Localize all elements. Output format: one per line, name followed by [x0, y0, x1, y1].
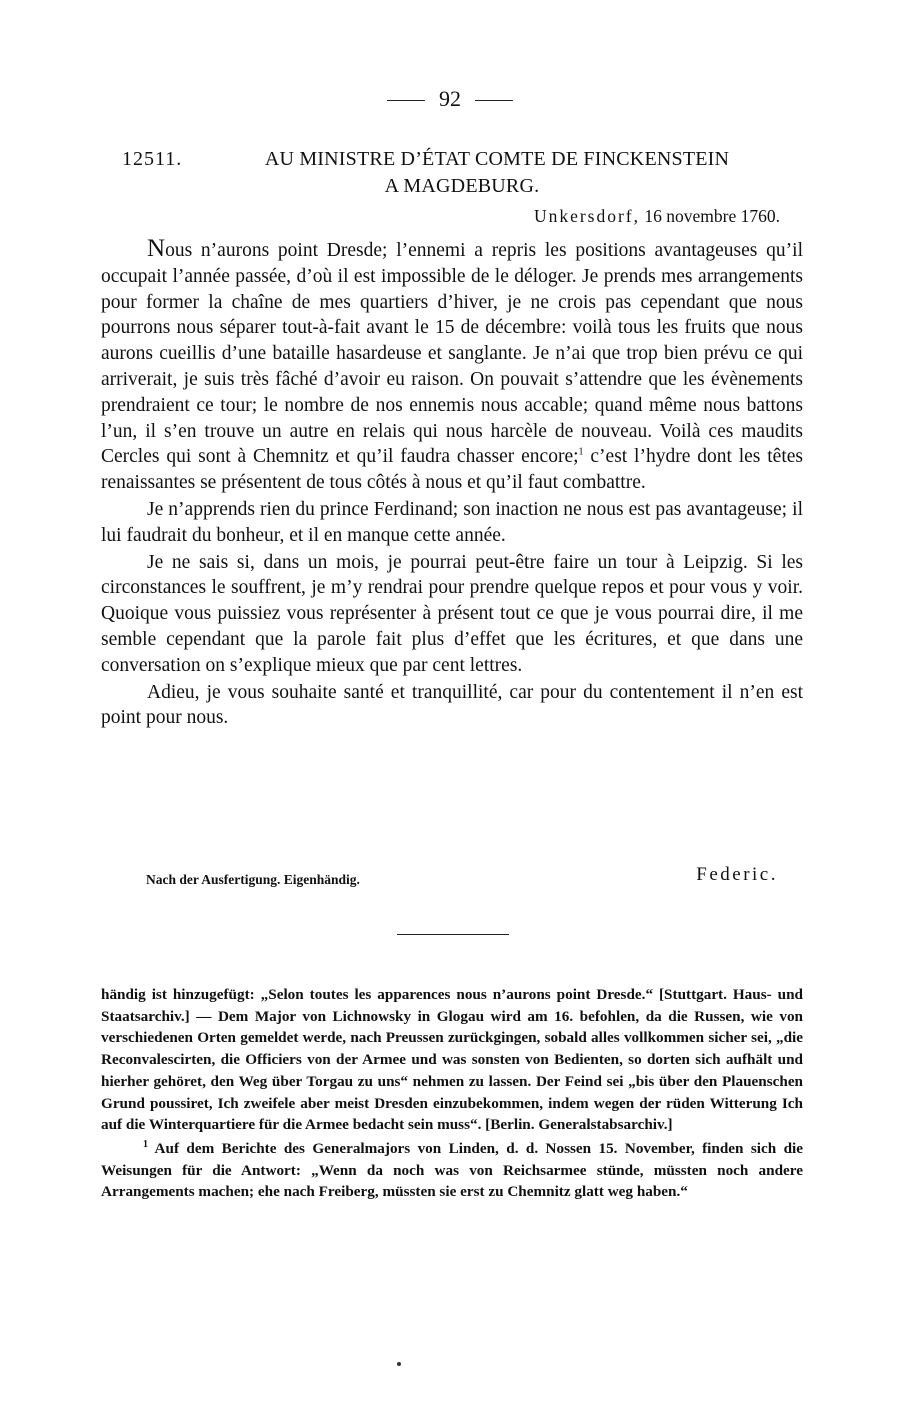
body-paragraph-2: Je n’apprends rien du prince Ferdinand; son inaction ne nous est pas avantageuse; il lui faudrait du bonheur, et il en manque cette année.	[101, 498, 803, 546]
signature: Federic.	[696, 864, 778, 885]
body-paragraph-4: Adieu, je vous souhaite santé et tranquillité, car pour du contentement il n’en est point pour nous.	[101, 681, 803, 729]
letter-heading	[122, 146, 802, 200]
folio-rule-right	[475, 100, 513, 101]
letter-number: 12511.	[122, 148, 183, 170]
letter-title-line2: A MAGDEBURG.	[384, 175, 540, 197]
body-paragraph-1-text-b: c’est l’hydre dont les têtes renaissantes se présentent de tous côtés à nous et qu’il faut combattre.	[101, 446, 803, 494]
section-divider	[397, 934, 509, 935]
footnote-1-mark: 1	[143, 1138, 148, 1150]
page-folio	[0, 86, 900, 112]
letter-dateline	[534, 206, 780, 227]
initial-letter: N	[147, 235, 166, 262]
body-paragraph-3: Je ne sais si, dans un mois, je pourrai peut-être faire un tour à Leipzig. Si les circonstances le souffrent, je m’y rendrai pour prendre quelque repos et pour vous y voir. Quoique vous puissiez vous représenter à présent tout ce que je vous pourrai dire, il me semble cependant que la parole fait plus d’effet que les écritures, et que dans une conversation on s’explique mieux que par cent lettres.	[101, 551, 803, 676]
letter-title-line1: AU MINISTRE D’ÉTAT COMTE DE FINCKENSTEIN	[264, 148, 730, 170]
body-paragraph-1-text-a: ous n’aurons point Dresde; l’ennemi a repris les positions avantageuses qu’il occupait l’année passée, d’où il est impossible de le déloger. Je prends mes arrangements pour former la chaîne de mes quartiers d’hiver, je ne crois pas cependant que nous pourrons nous séparer tout-à-fait avant le 15 de décembre: voilà tous les fruits que nous aurons cueillis d’une bataille hasardeuse et sanglante. Je n’ai que trop bien prévu ce qui arriverait, je suis très fâché d’avoir eu raison. On pouvait s’attendre que les évènements prendraient ce tour; le nombre de nos ennemis nous accable; quand même nous battons l’un, il s’en trouve un autre en relais qui nous harcèle de nouveau. Voilà ces maudits Cercles qui sont à Chemnitz et qu’il faudra chasser encore;	[101, 240, 803, 468]
footnotes	[101, 984, 803, 1203]
footnote-1	[101, 1138, 803, 1203]
body-paragraph-1	[101, 236, 803, 496]
folio-rule-left	[387, 100, 425, 101]
letter-place: Unkersdorf,	[533, 206, 641, 226]
footnote-1-text: Auf dem Berichte des Generalmajors von Linden, d. d. Nossen 15. November, finden sich die Weisungen für die Antwort: „Wenn da noch was von Reichsarmee stünde, müssten noch andere Arrangements machen; ehe nach Freiberg, müssten sie erst zu Chemnitz glatt weg haben.“	[101, 1139, 803, 1201]
page-number: 92	[439, 86, 461, 111]
letter-body	[101, 236, 803, 731]
footnote-continuation: händig ist hinzugefügt: „Selon toutes les apparences nous n’aurons point Dresde.“ [Stuttgart. Haus- und Staatsarchiv.] — Dem Major von Lichnowsky in Glogau wird am 16. befohlen, da die Russen, wie von verschiedenen Orten gemeldet werde, nach Preussen zurückgingen, sobald alles vollkommen sicher sei, „die Reconvalescirten, die Officiers von der Armee und was sonsten von Bedienten, so dorten sich aufhält und hierher gehöret, den Weg über Torgau zu uns“ nehmen zu lassen. Der Feind sei „bis über den Plauenschen Grund poussiret, Ich zweifele aber meist Dresden einzubekommen, indem wegen der rüden Witterung Ich auf die Winterquartiere für die Armee bedacht sein muss“. [Berlin. Generalstabsarchiv.]	[101, 986, 803, 1134]
source-note: Nach der Ausfertigung. Eigenhändig.	[146, 872, 360, 887]
stray-dot-mark	[397, 1362, 401, 1366]
footnote-reference-1[interactable]: 1	[578, 446, 584, 458]
letter-date: 16 novembre 1760.	[644, 206, 780, 226]
